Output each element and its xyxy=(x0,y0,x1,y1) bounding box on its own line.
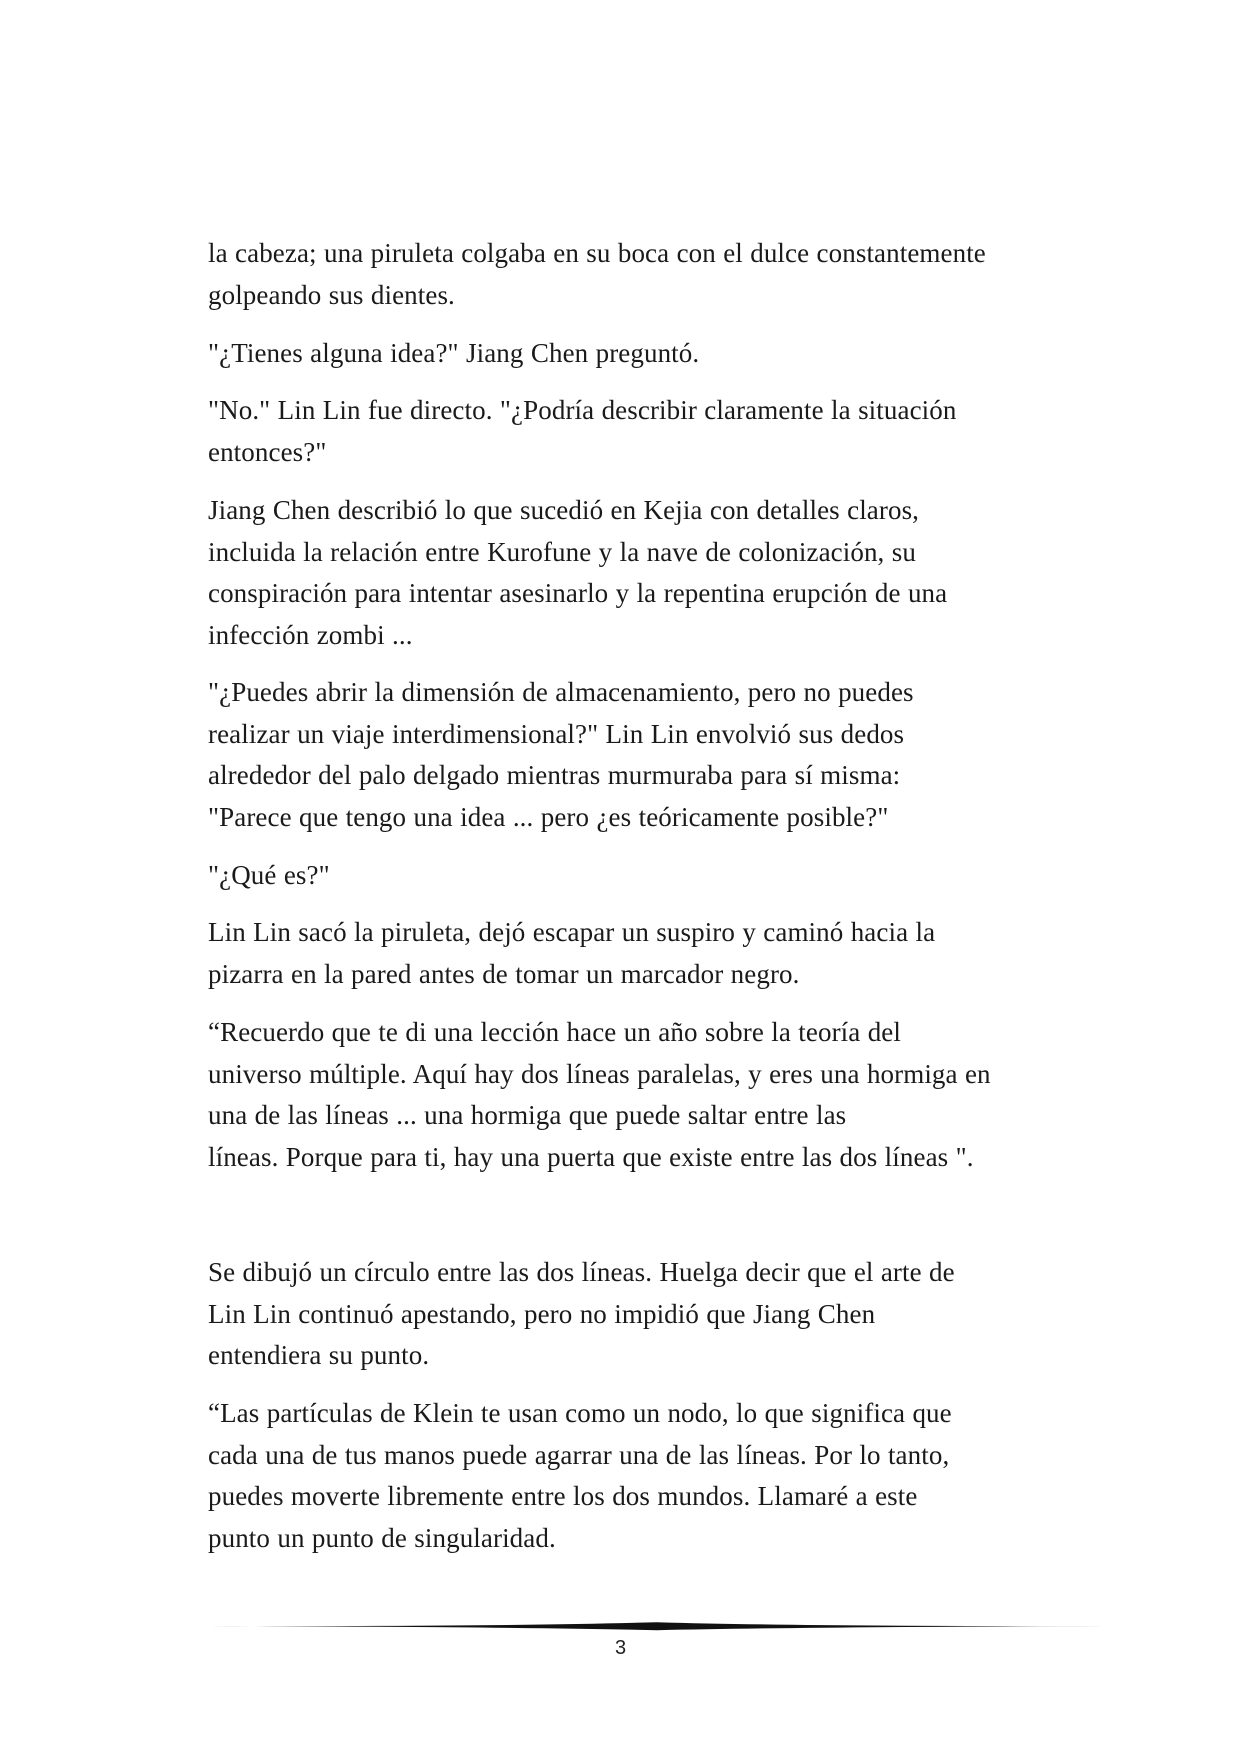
text-line: Jiang Chen describió lo que sucedió en Kejia con detalles claros, xyxy=(208,495,920,525)
text-line: universo múltiple. Aquí hay dos líneas paralelas, y eres una hormiga en xyxy=(208,1058,991,1089)
text-line: cada una de tus manos puede agarrar una de las líneas. Por lo tanto, xyxy=(208,1439,950,1470)
text-line: la cabeza; una piruleta colgaba en su boca con el dulce constantemente xyxy=(208,238,986,268)
paragraph xyxy=(208,390,1070,473)
text-line: líneas. Porque para ti, hay una puerta que existe entre las dos líneas ". xyxy=(208,1141,974,1172)
paragraph xyxy=(208,672,1070,838)
text-line: “Las partículas de Klein te usan como un nodo, lo que significa que xyxy=(208,1398,952,1428)
text-line: entendiera su punto. xyxy=(208,1340,430,1370)
text-line: conspiración para intentar asesinarlo y la repentina erupción de una xyxy=(208,578,948,608)
text-line: "¿Tienes alguna idea?" Jiang Chen preguntó. xyxy=(208,338,700,368)
text-line: puedes moverte libremente entre los dos mundos. Llamaré a este xyxy=(208,1481,918,1511)
text-line: pizarra en la pared antes de tomar un marcador negro. xyxy=(208,958,800,989)
paragraph xyxy=(208,333,1070,375)
paragraph xyxy=(208,490,1070,656)
paragraph xyxy=(208,1393,1070,1559)
text-line: "¿Puedes abrir la dimensión de almacenamiento, pero no puedes xyxy=(208,677,914,707)
text-line: golpeando sus dientes. xyxy=(208,279,455,310)
paragraph xyxy=(208,1012,1070,1178)
text-line: "No." Lin Lin fue directo. "¿Podría describir claramente la situación xyxy=(208,395,957,425)
text-line: Se dibujó un círculo entre las dos líneas. Huelga decir que el arte de xyxy=(208,1257,955,1287)
text-line: incluida la relación entre Kurofune y la nave de colonización, su xyxy=(208,536,916,567)
text-line: "Parece que tengo una idea ... pero ¿es teóricamente posible?" xyxy=(208,801,889,832)
page-number: 3 xyxy=(614,1637,627,1659)
text-line: realizar un viaje interdimensional?" Lin Lin envolvió sus dedos xyxy=(208,718,905,749)
text-line: Lin Lin continuó apestando, pero no impidió que Jiang Chen xyxy=(208,1298,876,1329)
text-line: “Recuerdo que te di una lección hace un año sobre la teoría del xyxy=(208,1017,901,1047)
paragraph xyxy=(208,855,1070,897)
paragraph xyxy=(208,233,1070,316)
footer-divider xyxy=(208,1620,1106,1632)
text-line: infección zombi ... xyxy=(208,619,413,650)
text-line: una de las líneas ... una hormiga que puede saltar entre las xyxy=(208,1100,847,1130)
paragraph xyxy=(208,1252,1070,1377)
text-line: entonces?" xyxy=(208,436,327,467)
paragraph xyxy=(208,912,1070,995)
text-line: "¿Qué es?" xyxy=(208,860,330,890)
text-line: alrededor del palo delgado mientras murmuraba para sí misma: xyxy=(208,760,901,790)
text-line: Lin Lin sacó la piruleta, dejó escapar un suspiro y caminó hacia la xyxy=(208,917,936,947)
text-line: punto un punto de singularidad. xyxy=(208,1522,556,1553)
